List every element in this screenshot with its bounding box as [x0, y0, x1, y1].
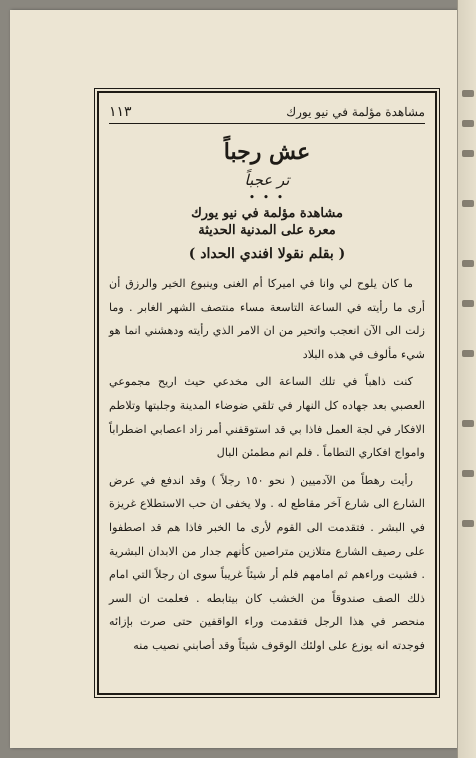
paragraph-2: كنت ذاهباً في تلك الساعة الى مخدعي حيث اريح مجموعي العصبي بعد جهاده كل النهار في تلقي ضوضاء المدينة وجلبتها وتلاطم الافكار في لجة العمل فاذا بي قد استوقفني أمر زاد اعصابي اضطراباً وامواج افكاري التطاماً . فلم انم مطمئن البال [109, 375, 425, 460]
ornament-dots: • • • [248, 191, 286, 204]
article-byline: ( بقلم نقولا افندي الحداد ) [188, 246, 346, 262]
running-head-title: مشاهدة مؤلمة في نيو يورك [286, 105, 425, 119]
page-frame [97, 91, 437, 695]
article-body [109, 272, 425, 658]
paragraph-3: رأيت رهطاً من الآدميين ( نحو ١٥٠ رجلاً ) وقد اندفع في عرض الشارع الى شارع آخر مقاطع له . ولا يخفى ان حب الاستطلاع غريزة في البشر . فتقدمت الى القوم لأرى ما الخبر فاذا هم قد اصطفوا على رصيف الشارع متلازين متراصين كأنهم جدار من الابدان البشرية . فشيت وراءهم ثم امامهم فلم أر شيئاً غريباً سوى ان رجلاً التي امام ذلك الصف صندوقاً من الخشب كان بيتابطه . فعلمت ان السر منحصر في هذا الرجل فتقدمت وراء الواقفين حتى صرت بإزائه فوجدته انه يوزع على اولئك الوقوف شيئاً وقد أصابني نصيب منه [109, 473, 425, 652]
article [109, 129, 425, 683]
running-head [109, 101, 425, 124]
article-title: عش رجباً [223, 139, 311, 165]
paragraph-1: ما كان يلوح لي وانا في اميركا أم الغنى وينبوع الخير والرزق أن أرى ما رأيته في الساعة التاسعة مساء منتصف الشهر الغابر . وما زلت الى الآن انعجب واتحير من ان الامر الذي رأيته ودهشني انما هو شيء مألوف في هذه البلاد [109, 277, 425, 361]
article-subtitle: تر عجباً [244, 171, 290, 189]
article-heading-1: مشاهدة مؤلمة في نيو يورك [191, 206, 343, 221]
adjacent-page-edge [457, 0, 476, 758]
article-heading-2: معرة على المدنية الحديثة [198, 223, 336, 238]
book-page [10, 10, 458, 748]
page-number: ١١٣ [109, 104, 132, 120]
